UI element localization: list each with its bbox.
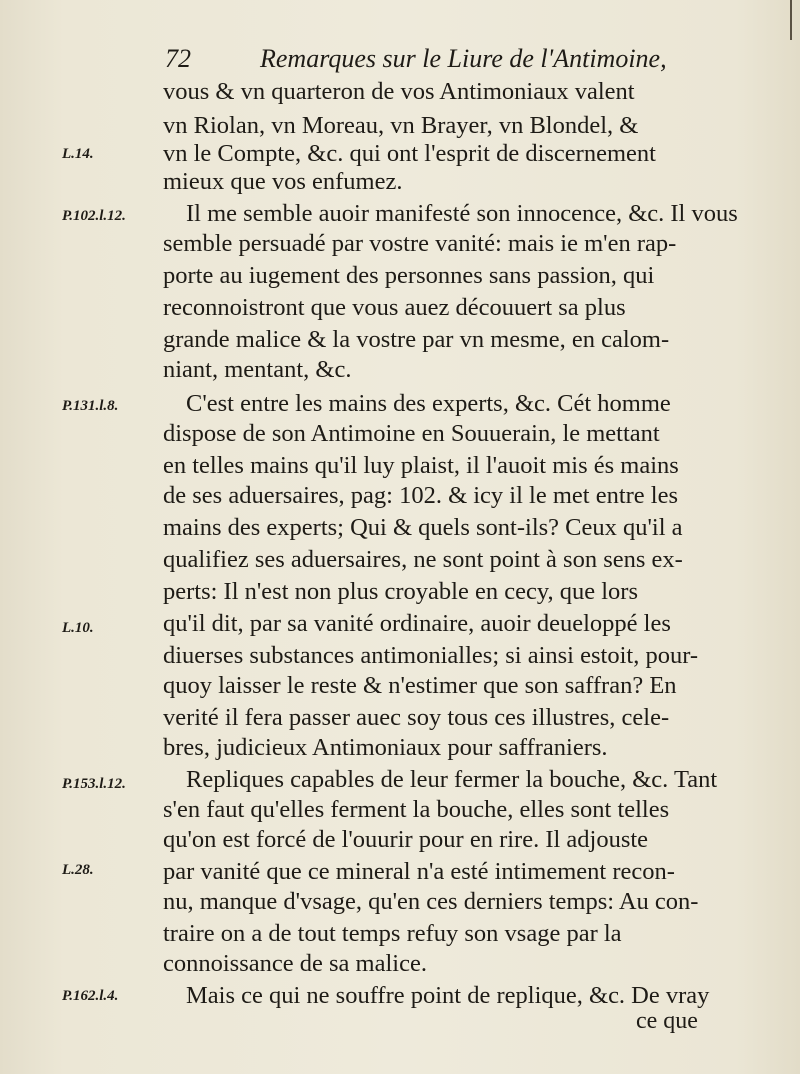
text-line: vn Riolan, vn Moreau, vn Brayer, vn Blondel, &: [163, 112, 639, 139]
text-line: par vanité que ce mineral n'a esté intimement recon-: [163, 858, 675, 885]
page-number: 72: [165, 44, 191, 73]
text-line: qualifiez ses aduersaires, ne sont point à son sens ex-: [163, 546, 683, 573]
margin-note: L.10.: [62, 620, 94, 636]
text-line: bres, judicieux Antimoniaux pour saffraniers.: [163, 734, 608, 761]
margin-note: L.28.: [62, 862, 94, 878]
text-line: semble persuadé par vostre vanité: mais ie m'en rap-: [163, 230, 677, 257]
text-line: mieux que vos enfumez.: [163, 168, 403, 195]
margin-note: P.131.l.8.: [62, 398, 119, 414]
text-line: diuerses substances antimonialles; si ainsi estoit, pour-: [163, 642, 699, 669]
text-line: connoissance de sa malice.: [163, 950, 427, 977]
text-line: qu'il dit, par sa vanité ordinaire, auoir deueloppé les: [163, 610, 671, 637]
text-line: mains des experts; Qui & quels sont-ils? Ceux qu'il a: [163, 514, 683, 541]
text-line: Mais ce qui ne souffre point de replique, &c. De vray: [186, 982, 710, 1009]
text-line: niant, mentant, &c.: [163, 356, 352, 383]
text-line: vous & vn quarteron de vos Antimoniaux valent: [163, 78, 635, 105]
text-line: Il me semble auoir manifesté son innocence, &c. Il vous: [186, 200, 738, 227]
margin-note: P.162.l.4.: [62, 988, 119, 1004]
text-line: quoy laisser le reste & n'estimer que son saffran? En: [163, 672, 677, 699]
page-edge-mark: [790, 0, 792, 40]
text-line: traire on a de tout temps refuy son vsage par la: [163, 920, 622, 947]
text-line: C'est entre les mains des experts, &c. Cét homme: [186, 390, 671, 417]
text-line: qu'on est forcé de l'ouurir pour en rire. Il adjouste: [163, 826, 649, 853]
text-line: porte au iugement des personnes sans passion, qui: [163, 262, 655, 289]
margin-note: L.14.: [62, 146, 94, 162]
margin-note: P.153.l.12.: [62, 776, 126, 792]
page-header: [165, 44, 725, 78]
text-line: Repliques capables de leur fermer la bouche, &c. Tant: [186, 766, 718, 793]
text-line: en telles mains qu'il luy plaist, il l'auoit mis és mains: [163, 452, 679, 479]
text-line: grande malice & la vostre par vn mesme, en calom-: [163, 326, 670, 353]
text-line: dispose de son Antimoine en Souuerain, le mettant: [163, 420, 660, 447]
text-line: reconnoistront que vous auez découuert sa plus: [163, 294, 626, 321]
text-line: verité il fera passer auec soy tous ces illustres, cele-: [163, 704, 670, 731]
text-line: vn le Compte, &c. qui ont l'esprit de discernement: [163, 140, 656, 167]
text-line: de ses aduersaires, pag: 102. & icy il le met entre les: [163, 482, 679, 509]
catchword: ce que: [636, 1008, 698, 1034]
running-title: Remarques sur le Liure de l'Antimoine,: [260, 44, 667, 73]
text-line: perts: Il n'est non plus croyable en cecy, que lors: [163, 578, 638, 605]
text-line: nu, manque d'vsage, qu'en ces derniers temps: Au con-: [163, 888, 699, 915]
text-line: s'en faut qu'elles ferment la bouche, elles sont telles: [163, 796, 670, 823]
margin-note: P.102.l.12.: [62, 208, 126, 224]
